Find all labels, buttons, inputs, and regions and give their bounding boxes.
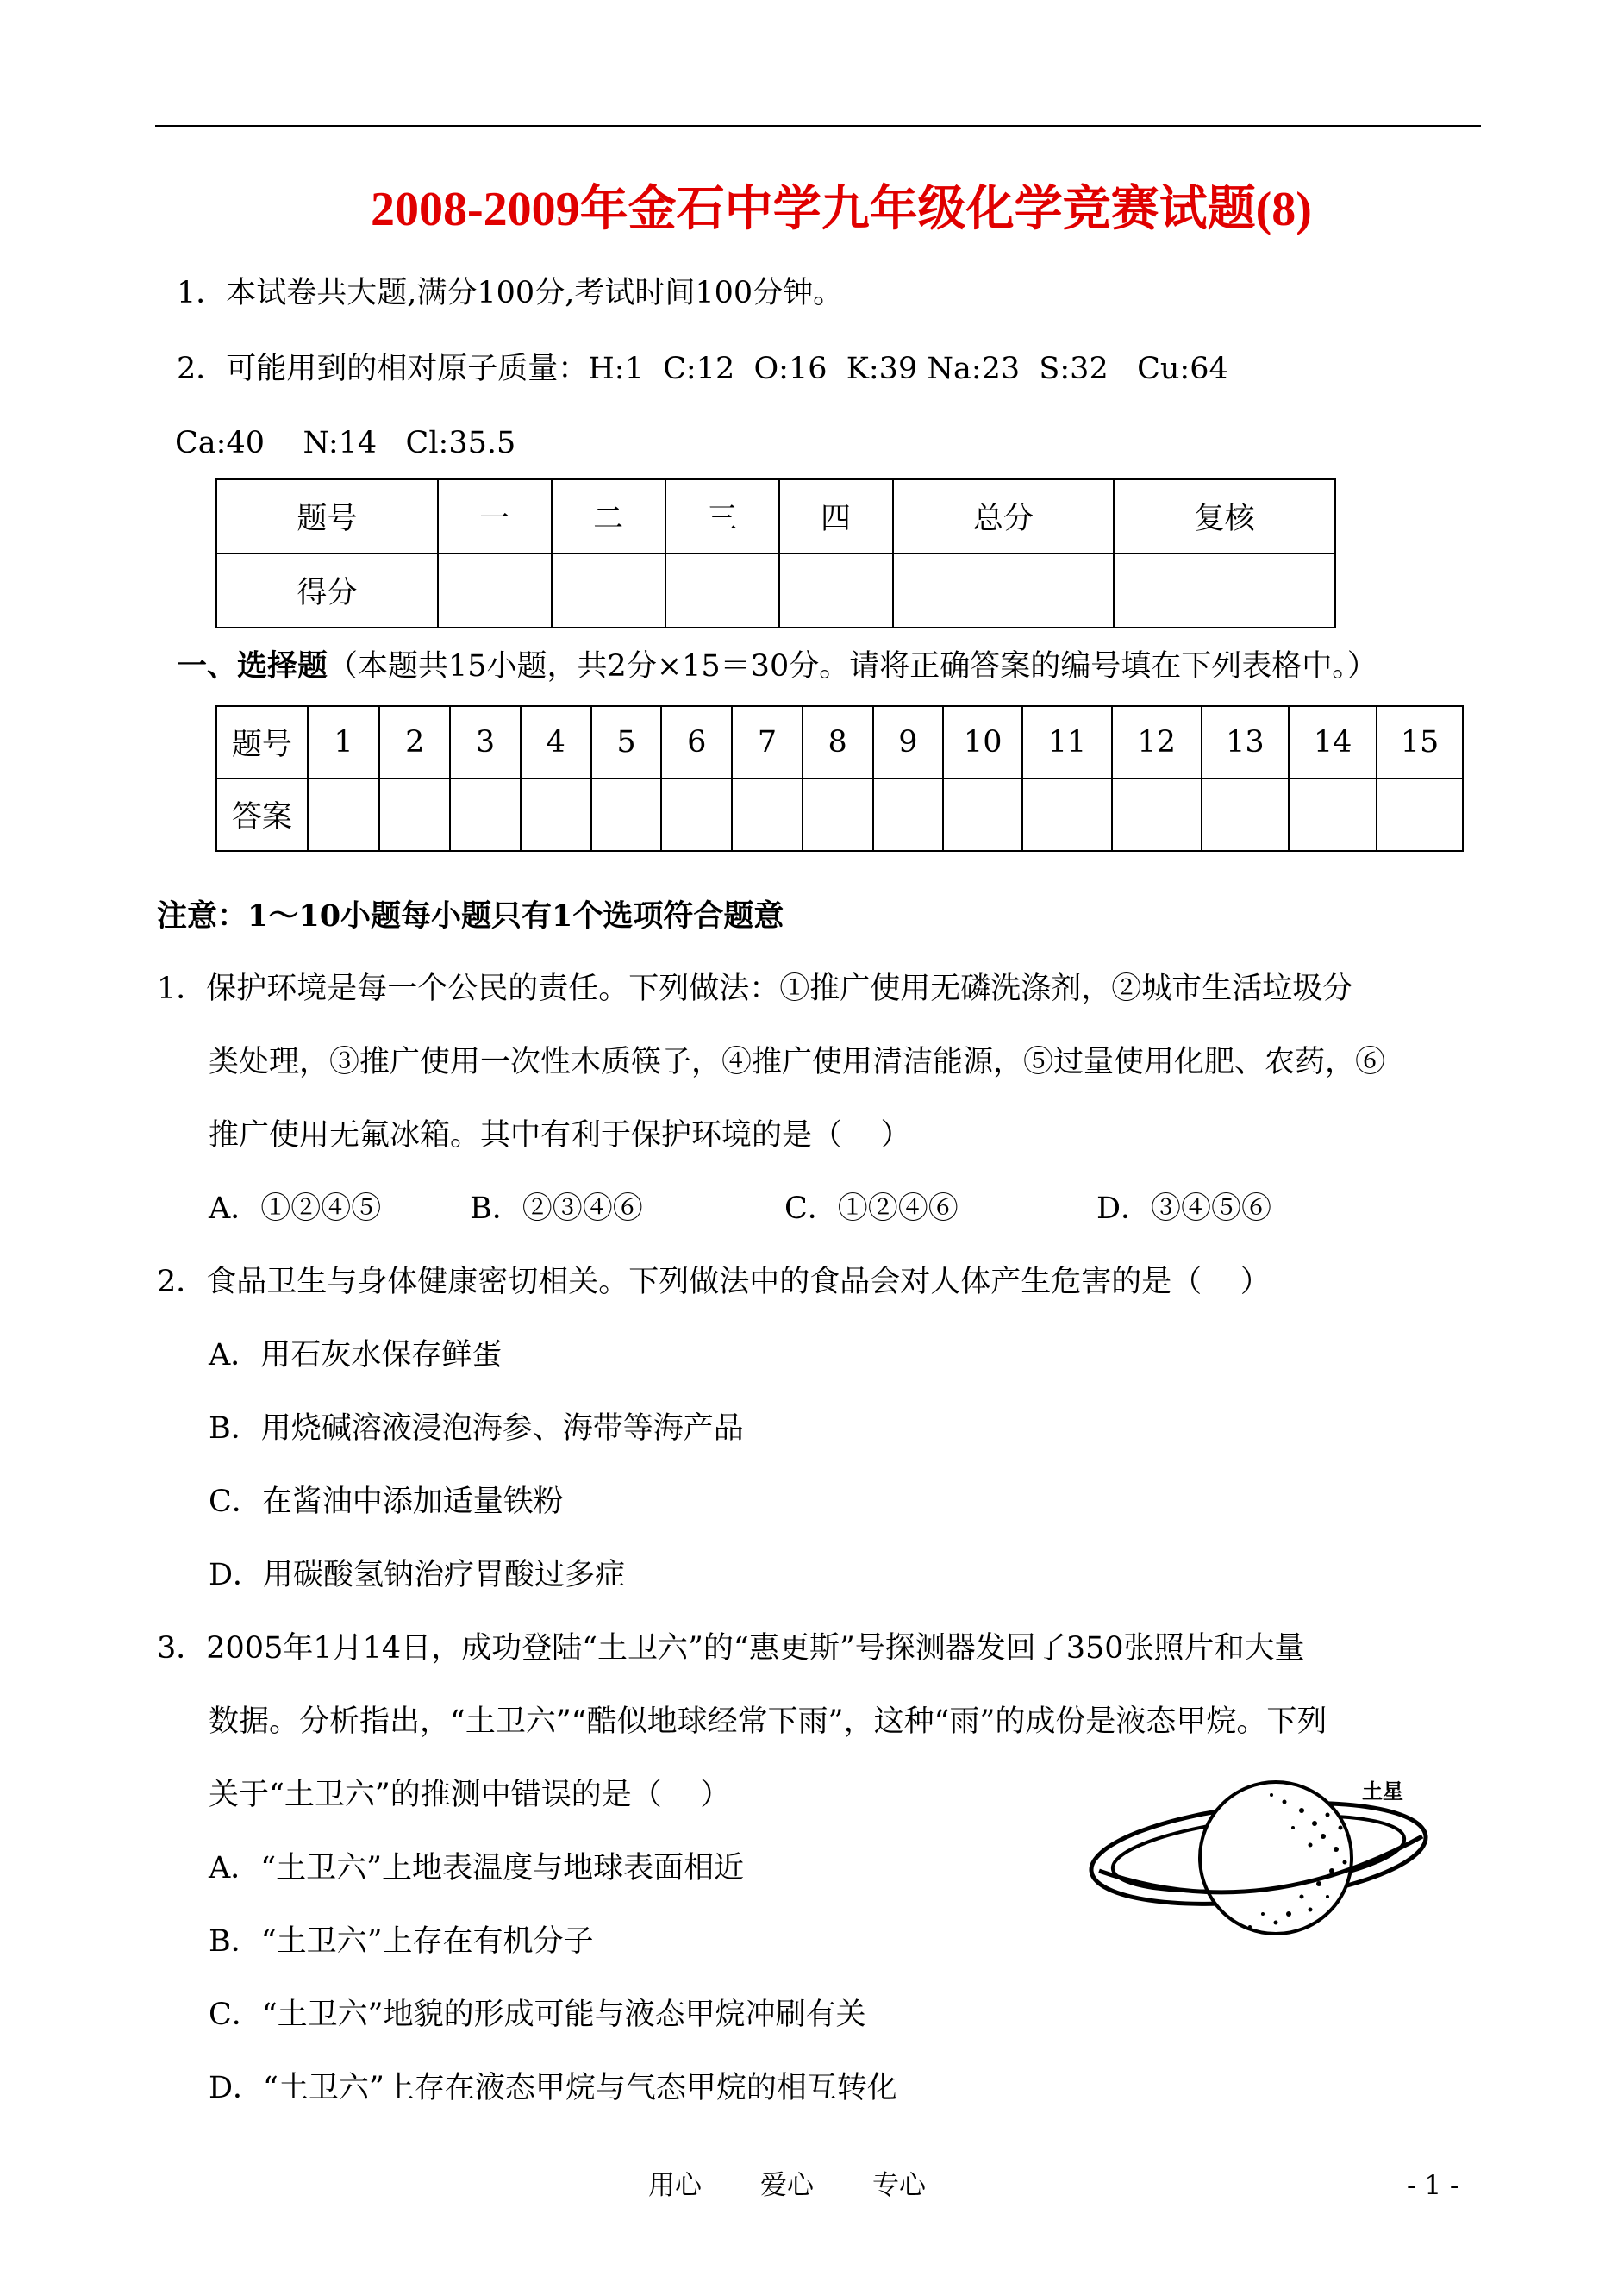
page-title: 2008-2009年金石中学九年级化学竞赛试题(8) xyxy=(371,183,1312,236)
answer-table xyxy=(215,705,1464,852)
score-entry-cell xyxy=(665,553,779,628)
notice-text: 注意：1～10小题每小题只有1个选项符合题意 xyxy=(157,898,784,934)
answer-cell xyxy=(803,779,873,851)
q3-line-2: 数据。分析指出，“土卫六”“酷似地球经常下雨”，这种“雨”的成份是液态甲烷。下列 xyxy=(209,1704,1327,1739)
question-number-cell: 1 xyxy=(308,706,380,779)
saturn-icon xyxy=(1077,1776,1474,1940)
score-header-cell: 一 xyxy=(438,479,552,553)
question-number-cell: 13 xyxy=(1202,706,1290,779)
answer-cell xyxy=(1377,779,1463,851)
section1-description: （本题共15小题，共2分×15＝30分。请将正确答案的编号填在下列表格中。） xyxy=(328,649,1377,684)
saturn-label: 土星 xyxy=(1362,1779,1403,1804)
q3-option-a: A．“土卫六”上地表温度与地球表面相近 xyxy=(209,1851,745,1885)
q2-option-d: D．用碳酸氢钠治疗胃酸过多症 xyxy=(209,1558,626,1592)
footer-word-2: 爱心 xyxy=(760,2170,814,2201)
score-header-cell: 题号 xyxy=(216,479,438,553)
note-line-3: Ca:40 N:14 Cl:35.5 xyxy=(175,426,516,460)
question-number-cell: 4 xyxy=(521,706,591,779)
score-entry-cell xyxy=(438,553,552,628)
q1-line-2: 类处理，③推广使用一次性木质筷子，④推广使用清洁能源，⑤过量使用化肥、农药，⑥ xyxy=(209,1045,1386,1079)
score-entry-cell xyxy=(779,553,893,628)
q1-line-3: 推广使用无氟冰箱。其中有利于保护环境的是（ ） xyxy=(209,1118,911,1153)
answer-cell xyxy=(521,779,591,851)
answer-cell xyxy=(379,779,450,851)
question-number-cell: 5 xyxy=(591,706,662,779)
answer-cell xyxy=(943,779,1022,851)
q1-option-b: B．②③④⑥ xyxy=(470,1191,643,1226)
score-table-score-row xyxy=(216,553,1335,628)
note-line-2: 2．可能用到的相对原子质量：H:1 C:12 O:16 K:39 Na:23 S:32 Cu:64 xyxy=(177,352,1228,386)
score-header-cell: 四 xyxy=(779,479,893,553)
page-number: - 1 - xyxy=(1407,2170,1459,2201)
answer-cell xyxy=(308,779,380,851)
question-number-cell: 7 xyxy=(732,706,803,779)
note-line-1: 1．本试卷共大题,满分100分,考试时间100分钟。 xyxy=(177,276,844,310)
question-number-cell: 15 xyxy=(1377,706,1463,779)
score-entry-cell xyxy=(552,553,665,628)
footer-word-1: 用心 xyxy=(648,2170,702,2201)
score-header-cell: 三 xyxy=(665,479,779,553)
answer-table-answer-row xyxy=(216,779,1463,851)
q3-option-b: B．“土卫六”上存在有机分子 xyxy=(209,1924,594,1959)
score-header-cell: 总分 xyxy=(893,479,1115,553)
answer-cell xyxy=(661,779,732,851)
q1-option-a: A．①②④⑤ xyxy=(209,1191,382,1226)
question-number-cell: 10 xyxy=(943,706,1022,779)
score-table xyxy=(215,478,1336,628)
section1-heading xyxy=(177,648,1377,684)
q3-option-c: C．“土卫六”地貌的形成可能与液态甲烷冲刷有关 xyxy=(209,1998,866,2032)
question-number-cell: 8 xyxy=(803,706,873,779)
score-header-cell: 复核 xyxy=(1114,479,1335,553)
question-number-cell: 6 xyxy=(661,706,732,779)
answer-cell xyxy=(873,779,944,851)
q1-line-1: 1．保护环境是每一个公民的责任。下列做法：①推广使用无磷洗涤剂，②城市生活垃圾分 xyxy=(157,972,1353,1006)
q3-option-d: D．“土卫六”上存在液态甲烷与气态甲烷的相互转化 xyxy=(209,2071,897,2105)
answer-cell xyxy=(1202,779,1290,851)
question-number-cell: 9 xyxy=(873,706,944,779)
answer-cell xyxy=(1022,779,1112,851)
score-header-cell: 二 xyxy=(552,479,665,553)
q2-option-a: A．用石灰水保存鲜蛋 xyxy=(209,1338,503,1373)
answer-cell xyxy=(732,779,803,851)
answer-cell xyxy=(591,779,662,851)
q1-option-d: D．③④⑤⑥ xyxy=(1096,1191,1272,1226)
score-entry-cell xyxy=(893,553,1115,628)
score-row-label: 得分 xyxy=(216,553,438,628)
answer-cell xyxy=(1112,779,1202,851)
q2-option-b: B．用烧碱溶液浸泡海参、海带等海产品 xyxy=(209,1411,744,1446)
q3-line-3: 关于“土卫六”的推测中错误的是（ ） xyxy=(209,1778,731,1812)
question-number-cell: 3 xyxy=(450,706,521,779)
footer-word-3: 专心 xyxy=(872,2170,926,2201)
answer-header-label: 题号 xyxy=(216,706,308,779)
question-number-cell: 11 xyxy=(1022,706,1112,779)
question-number-cell: 12 xyxy=(1112,706,1202,779)
question-number-cell: 14 xyxy=(1289,706,1377,779)
answer-row-label: 答案 xyxy=(216,779,308,851)
question-number-cell: 2 xyxy=(379,706,450,779)
q1-option-c: C．①②④⑥ xyxy=(784,1191,959,1226)
section1-title: 一、选择题 xyxy=(177,648,328,684)
answer-cell xyxy=(1289,779,1377,851)
q2-stem: 2．食品卫生与身体健康密切相关。下列做法中的食品会对人体产生危害的是（ ） xyxy=(157,1265,1271,1299)
header-rule xyxy=(155,125,1481,127)
score-entry-cell xyxy=(1114,553,1335,628)
q3-line-1: 3．2005年1月14日，成功登陆“土卫六”的“惠更斯”号探测器发回了350张照片和大量 xyxy=(157,1631,1305,1666)
saturn-figure xyxy=(1077,1776,1474,1940)
score-table-header-row xyxy=(216,479,1335,553)
answer-table-number-row xyxy=(216,706,1463,779)
q2-option-c: C．在酱油中添加适量铁粉 xyxy=(209,1485,564,1519)
answer-cell xyxy=(450,779,521,851)
